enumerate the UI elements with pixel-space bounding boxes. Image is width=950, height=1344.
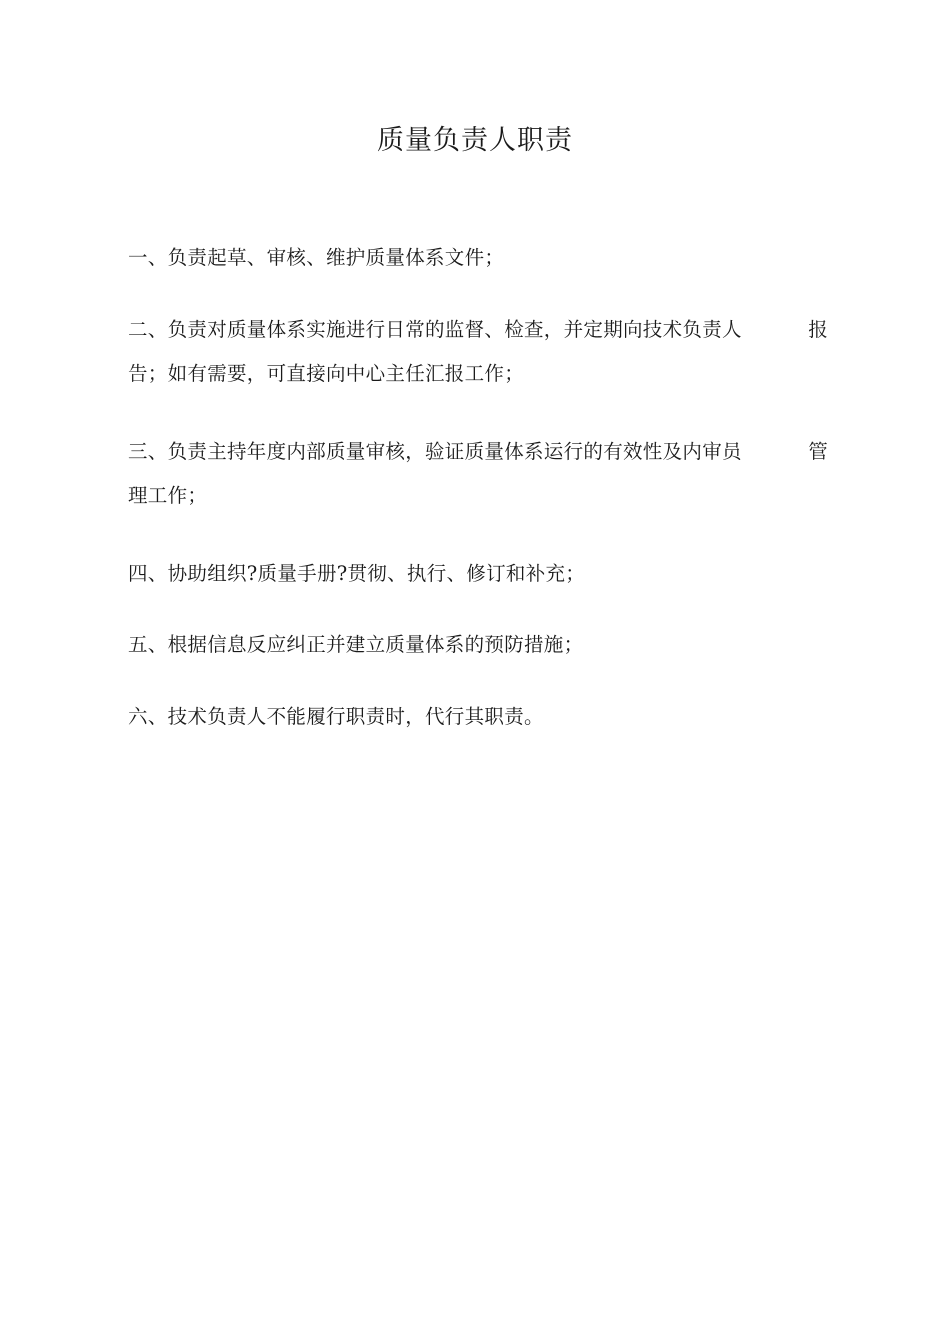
duty-item-6-line-1: 六、技术负责人不能履行职责时，代行其职责。 <box>128 705 544 728</box>
duty-item-4 <box>128 552 828 596</box>
duty-item-2-line-1-main: 二、负责对质量体系实施进行日常的监督、检查，并定期向技术负责人 <box>128 318 742 341</box>
duty-item-2-line-2: 告；如有需要，可直接向中心主任汇报工作； <box>128 362 525 385</box>
duty-item-3-line-1 <box>128 430 828 474</box>
duty-item-3-line-2: 理工作； <box>128 484 208 507</box>
page-title: 质量负责人职责 <box>377 125 573 156</box>
duty-item-2 <box>128 308 828 396</box>
duty-item-1-line-1: 一、负责起草、审核、维护质量体系文件； <box>128 246 505 269</box>
duty-item-1 <box>128 236 828 280</box>
duty-item-2-line-1 <box>128 308 828 352</box>
duty-item-3-line-1-tail: 管 <box>808 440 828 463</box>
duty-item-3 <box>128 430 828 518</box>
duty-item-2-line-1-tail: 报 <box>808 318 828 341</box>
duty-item-6 <box>128 695 828 739</box>
duty-item-5-line-1: 五、根据信息反应纠正并建立质量体系的预防措施； <box>128 633 584 656</box>
duty-item-3-line-1-main: 三、负责主持年度内部质量审核，验证质量体系运行的有效性及内审员 <box>128 440 742 463</box>
duty-item-5 <box>128 623 828 667</box>
duty-item-4-line-1: 四、协助组织?质量手册?贯彻、执行、修订和补充； <box>128 562 586 585</box>
